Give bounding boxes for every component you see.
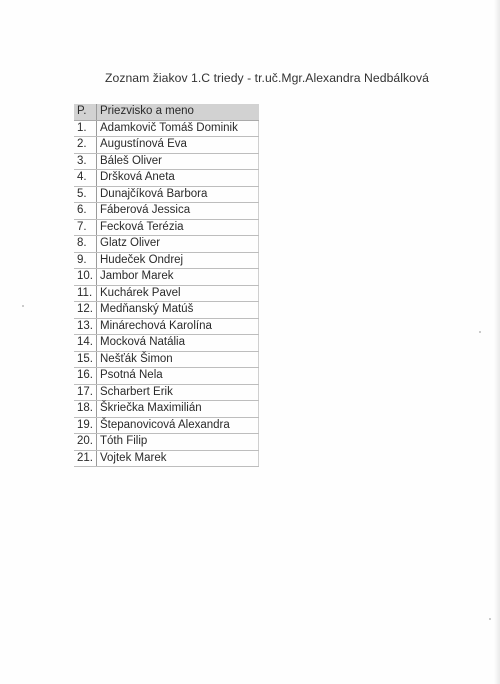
student-name: Kuchárek Pavel [97, 285, 259, 302]
table-row [74, 170, 259, 187]
student-name: Hudeček Ondrej [97, 252, 259, 269]
student-name: Glatz Oliver [97, 236, 259, 253]
table-row [74, 120, 259, 137]
header-number: P. [74, 104, 97, 120]
row-number: 9. [74, 252, 97, 269]
row-number: 19. [74, 417, 97, 434]
table-row [74, 335, 259, 352]
student-name: Nešťák Šimon [97, 351, 259, 368]
document-title: Zoznam žiakov 1.C triedy - tr.uč.Mgr.Alexandra Nedbálková [105, 71, 429, 85]
row-number: 17. [74, 384, 97, 401]
student-name: Augustínová Eva [97, 137, 259, 154]
row-number: 15. [74, 351, 97, 368]
row-number: 11. [74, 285, 97, 302]
student-name: Štepanovicová Alexandra [97, 417, 259, 434]
row-number: 5. [74, 186, 97, 203]
row-number: 7. [74, 219, 97, 236]
table-row [74, 450, 259, 467]
table-row [74, 269, 259, 286]
table-row [74, 219, 259, 236]
row-number: 4. [74, 170, 97, 187]
table-row [74, 236, 259, 253]
student-name: Jambor Marek [97, 269, 259, 286]
student-name: Fáberová Jessica [97, 203, 259, 220]
student-name: Scharbert Erik [97, 384, 259, 401]
table-row [74, 401, 259, 418]
table-row [74, 153, 259, 170]
row-number: 2. [74, 137, 97, 154]
table-row [74, 285, 259, 302]
table-header-row [74, 104, 259, 120]
table-row [74, 351, 259, 368]
student-name: Mocková Natália [97, 335, 259, 352]
table-row [74, 137, 259, 154]
student-name: Tóth Filip [97, 434, 259, 451]
row-number: 3. [74, 153, 97, 170]
row-number: 14. [74, 335, 97, 352]
table-row [74, 186, 259, 203]
row-number: 13. [74, 318, 97, 335]
student-name: Minárechová Karolína [97, 318, 259, 335]
table-body [74, 120, 259, 467]
table-row [74, 302, 259, 319]
table-row [74, 318, 259, 335]
table-row [74, 417, 259, 434]
row-number: 10. [74, 269, 97, 286]
row-number: 18. [74, 401, 97, 418]
student-name: Psotná Nela [97, 368, 259, 385]
row-number: 6. [74, 203, 97, 220]
student-name: Fecková Terézia [97, 219, 259, 236]
page-edge-shadow [494, 0, 500, 684]
student-name: Medňanský Matúš [97, 302, 259, 319]
table-row [74, 434, 259, 451]
row-number: 21. [74, 450, 97, 467]
row-number: 20. [74, 434, 97, 451]
student-name: Dršková Aneta [97, 170, 259, 187]
table-row [74, 384, 259, 401]
row-number: 1. [74, 120, 97, 137]
row-number: 16. [74, 368, 97, 385]
header-name: Priezvisko a meno [97, 104, 259, 120]
student-name: Adamkovič Tomáš Dominik [97, 120, 259, 137]
table-row [74, 368, 259, 385]
table-row [74, 203, 259, 220]
student-name: Dunajčíková Barbora [97, 186, 259, 203]
table-row [74, 252, 259, 269]
row-number: 12. [74, 302, 97, 319]
student-name: Vojtek Marek [97, 450, 259, 467]
student-list-table [74, 104, 259, 467]
row-number: 8. [74, 236, 97, 253]
student-name: Škriečka Maximilián [97, 401, 259, 418]
student-name: Báleš Oliver [97, 153, 259, 170]
